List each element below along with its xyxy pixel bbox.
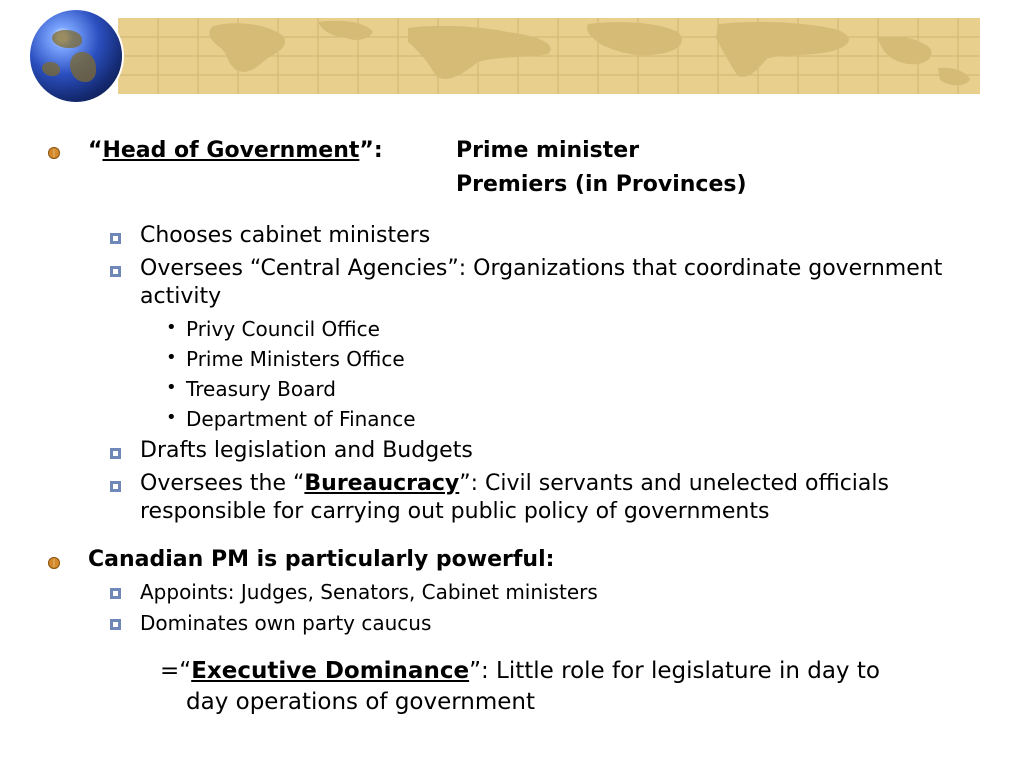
dot-bullet-icon: • [166,407,177,428]
drafts-legislation-text: Drafts legislation and Budgets [140,438,473,463]
bureaucracy-prefix: Oversees the “ [140,471,305,496]
central-agencies-text-line2: activity [140,284,222,309]
quote-open: “ [88,138,103,163]
central-agencies-text [140,256,942,281]
quote-close: ”: [359,138,383,163]
canadian-pm-heading: Canadian PM is particularly powerful: [88,547,555,572]
agency-item: Treasury Board [186,377,336,401]
executive-dominance-text [160,658,880,684]
world-map-graphic [118,18,980,94]
chooses-cabinet-text: Chooses cabinet ministers [140,223,431,248]
dot-bullet-icon: • [166,377,177,398]
prime-minister-value: Prime minister [456,138,640,163]
head-of-government-term: Head of Government [102,138,360,163]
sub-bullet-icon [110,481,121,492]
sub-bullet-icon [110,266,121,277]
executive-dominance-definition: ”: Little role for legislature in day to [469,658,880,684]
head-of-government-heading [88,138,383,163]
agency-item: Prime Ministers Office [186,347,405,371]
executive-dominance-text-line2: day operations of government [186,689,536,715]
dot-bullet-icon: • [166,317,177,338]
appoints-text: Appoints: Judges, Senators, Cabinet ministers [140,580,598,604]
sub-bullet-icon [110,588,121,599]
bullet-icon [48,557,60,569]
agency-item: Privy Council Office [186,317,380,341]
sub-bullet-icon [110,619,121,630]
bureaucracy-definition: ”: Civil servants and unelected officials [459,471,889,496]
dot-bullet-icon: • [166,347,177,368]
bureaucracy-term: Bureaucracy [304,471,460,496]
globe-icon [30,10,122,102]
bureaucracy-text [140,471,889,496]
equals-quote: =“ [160,658,192,684]
dominates-caucus-text: Dominates own party caucus [140,611,432,635]
executive-dominance-term: Executive Dominance [191,658,470,684]
bureaucracy-text-line2: responsible for carrying out public policy of governments [140,499,770,524]
world-map-banner [118,18,980,94]
central-agencies-definition: : Organizations that coordinate government [458,256,943,281]
sub-bullet-icon [110,233,121,244]
bullet-icon [48,147,60,159]
agency-item: Department of Finance [186,407,416,431]
central-agencies-term: Oversees “Central Agencies” [140,256,459,281]
premiers-value: Premiers (in Provinces) [456,172,747,197]
sub-bullet-icon [110,448,121,459]
